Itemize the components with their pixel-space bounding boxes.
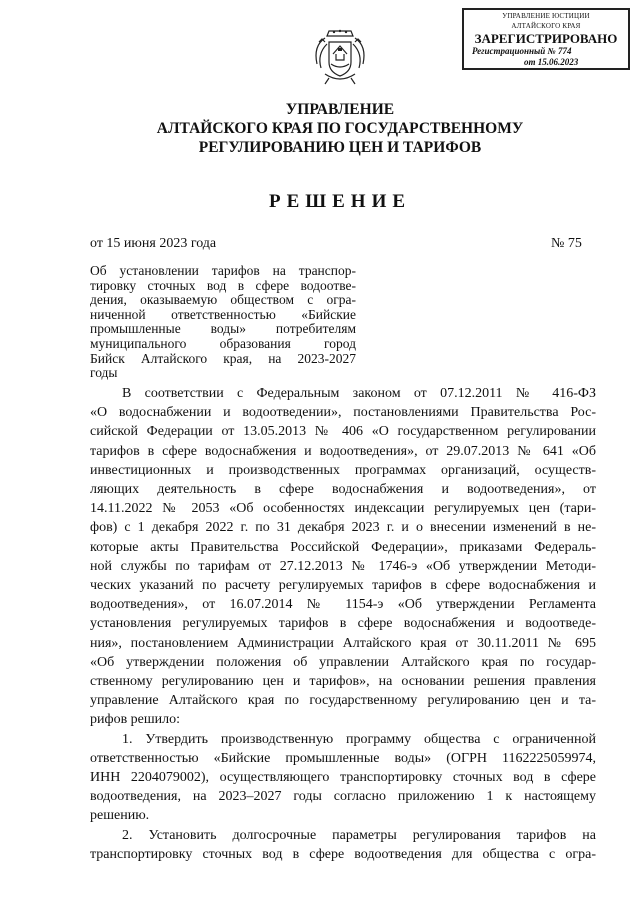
registration-stamp xyxy=(462,8,630,70)
agency-line-2: АЛТАЙСКОГО КРАЯ ПО ГОСУДАРСТВЕННОМУ xyxy=(156,120,524,137)
body-line: «Об утверждении положения об управлении Алтайского края по государ- xyxy=(90,654,596,670)
body-line: управление Алтайского края по государственному регулированию цен и та- xyxy=(90,693,596,709)
agency-name xyxy=(60,100,620,157)
body-line: инвестиционных и производственных программах организаций, осуществ- xyxy=(90,462,596,478)
document-date: от 15 июня 2023 года xyxy=(90,236,217,251)
body-line: ответственностью «Бийские промышленные воды» (ОГРН 1162225059974, xyxy=(90,750,596,766)
subject-line: тировку сточных вод в сфере водоотве- xyxy=(90,277,356,293)
subject-line: ниченной ответственностью «Бийские xyxy=(90,306,356,322)
body-line: В соответствии с Федеральным законом от 07.12.2011 № 416-ФЗ xyxy=(122,386,596,401)
body-line: 1. Утвердить производственную программу общества с ограниченной xyxy=(122,731,596,747)
subject-line: годы xyxy=(90,365,118,381)
stamp-registration-number: Регистрационный № 774 xyxy=(472,46,572,56)
body-line: ной службы по тарифам от 27.12.2013 № 1746-э «Об утверждении Методи- xyxy=(90,558,596,574)
body-line: установления регулируемых тарифов в сфере водоснабжения и водоотведе- xyxy=(90,616,596,632)
stamp-title: ЗАРЕГИСТРИРОВАНО xyxy=(474,31,618,46)
subject-line: дения, оказываемую обществом с огра- xyxy=(90,292,356,308)
subject-line: промышленные воды» потребителям xyxy=(90,321,356,337)
body-line: 2. Установить долгосрочные параметры регулирования тарифов на xyxy=(122,827,596,843)
body-line: транспортировку сточных вод в сфере водоотведения для общества с огра- xyxy=(90,846,596,862)
body-line: ния», постановлением Администрации Алтайского края от 30.11.2011 № 695 xyxy=(90,635,596,651)
body-line: фов) с 1 декабря 2022 г. по 31 декабря 2023 г. и о внесении изменений в не- xyxy=(90,520,596,536)
body-line: тарифов в сфере водоснабжения и водоотведения», от 29.07.2013 № 641 «Об xyxy=(90,443,596,459)
subject-line: Об установлении тарифов на транспор- xyxy=(90,263,356,278)
body-line: ственному регулированию цен и тарифов», на основании решения правления xyxy=(90,674,596,690)
body-line: сийской Федерации от 13.05.2013 № 406 «О государственном регулировании xyxy=(90,424,596,440)
body-line: ляющих деятельность в сфере водоснабжения и водоотведения», от xyxy=(90,482,596,498)
document-number: № 75 xyxy=(551,236,582,251)
body-line: водоотведения, на 2023–2027 годы согласно приложению 1 к настоящему xyxy=(90,789,596,805)
body-line: рифов решило: xyxy=(90,712,181,728)
stamp-department-line-2: АЛТАЙСКОГО КРАЯ xyxy=(511,22,581,30)
document-title: РЕШЕНИЕ xyxy=(268,191,412,212)
agency-line-1: УПРАВЛЕНИЕ xyxy=(285,101,395,118)
subject-line: Бийск Алтайского края, на 2023-2027 xyxy=(90,350,356,366)
stamp-registration-date: от 15.06.2023 xyxy=(524,57,579,67)
stamp-department-line-1: УПРАВЛЕНИЕ ЮСТИЦИИ xyxy=(502,12,590,20)
body-line: «О водоснабжении и водоотведении», постановлениями Правительства Рос- xyxy=(90,405,596,421)
body-line: 14.11.2022 № 2053 «Об особенностях индексации регулируемых цен (тари- xyxy=(90,501,596,517)
body-line: ческих указаний по расчету регулируемых тарифов в сфере водоснабжения и xyxy=(90,578,596,594)
coat-of-arms-icon xyxy=(307,24,373,90)
body-line: решению. xyxy=(90,808,150,824)
body-line: которые акты Правительства Российской Федерации», приказами Федераль- xyxy=(90,539,596,555)
document-body xyxy=(90,384,596,864)
document-subject xyxy=(90,264,356,381)
body-line: ИНН 2204079002), осуществляющего транспортировку сточных вод в сфере xyxy=(90,770,596,786)
subject-line: муниципального образования город xyxy=(90,335,356,351)
agency-line-3: РЕГУЛИРОВАНИЮ ЦЕН И ТАРИФОВ xyxy=(198,139,482,156)
body-line: водоотведения», от 16.07.2014 № 1154-э «Об утверждении Регламента xyxy=(90,597,596,613)
